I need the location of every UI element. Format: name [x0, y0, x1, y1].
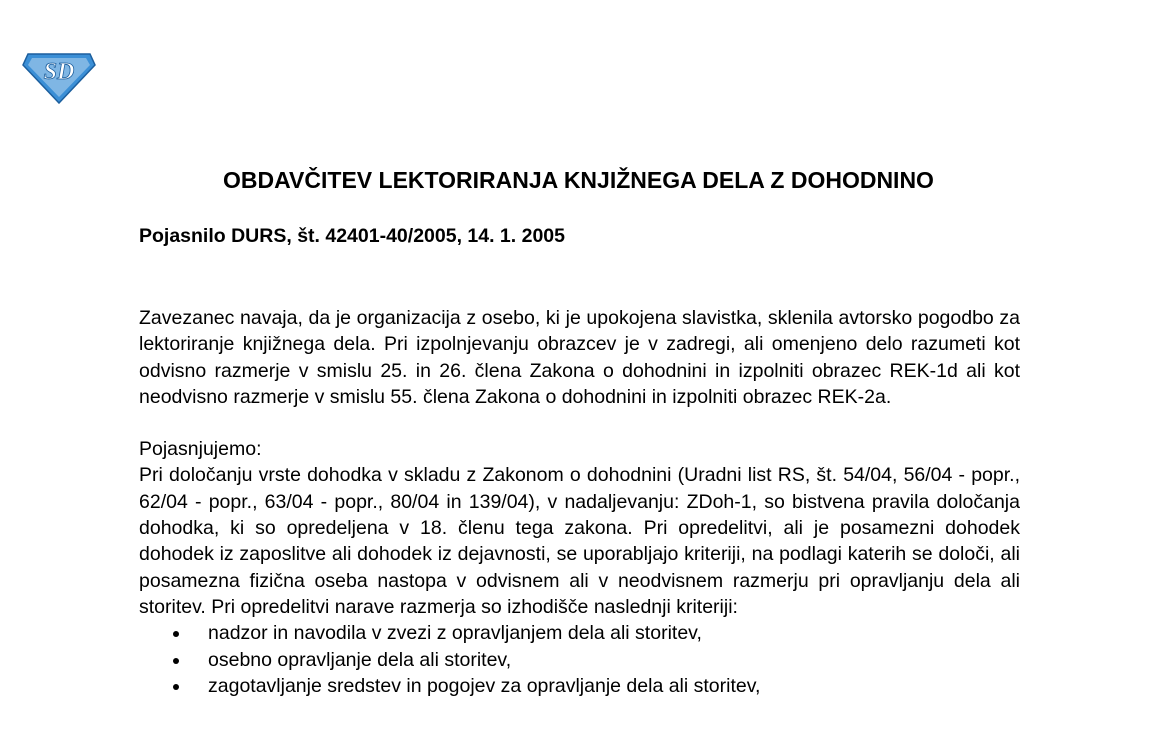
document-subtitle: Pojasnilo DURS, št. 42401-40/2005, 14. 1. 2005: [139, 225, 565, 247]
list-item: [139, 647, 1020, 673]
bullet-icon: [173, 658, 179, 664]
document-title: OBDAVČITEV LEKTORIRANJA KNJIŽNEGA DELA Z DOHODNINO: [223, 167, 934, 193]
paragraph-spacer: [139, 410, 1020, 436]
logo-text: SD: [43, 59, 75, 85]
section-heading: Pojasnjujemo:: [139, 438, 262, 461]
paragraph-explanation: Pri določanju vrste dohodka v skladu z Zakonom o dohodnini (Uradni list RS, št. 54/04, 56/04 - popr., 62/04 - popr., 63/04 - popr., 80/04 in 139/04), v nadaljevanju: ZDoh-1, so bistvena pravila določanja dohodka, ki so opredeljena v 18. členu tega zakona. Pri opredelitvi, ali je posamezni dohodek dohodek iz zaposlitve ali dohodek iz dejavnosti, se uporabljajo kriteriji, na podlagi katerih se določi, ali posamezna fizična oseba nastopa v odvisnem ali v neodvisnem razmerju pri opravljanju dela ali storitev. Pri opredelitvi narave razmerja so izhodišče naslednji kriteriji:: [139, 464, 1020, 618]
list-item-text: nadzor in navodila v zvezi z opravljanjem dela ali storitev,: [208, 622, 702, 645]
bullet-icon: [173, 631, 179, 637]
durs-logo: [22, 48, 96, 104]
list-item: [139, 673, 1020, 699]
criteria-list: [139, 620, 1020, 699]
list-item: [139, 620, 1020, 646]
list-item-text: zagotavljanje sredstev in pogojev za opravljanje dela ali storitev,: [208, 674, 761, 697]
paragraph-intro: Zavezanec navaja, da je organizacija z osebo, ki je upokojena slavistka, sklenila avtorsko pogodbo za lektoriranje knjižnega dela. Pri izpolnjevanju obrazcev je v zadregi, ali omenjeno delo razumeti kot odvisno razmerje v smislu 25. in 26. člena Zakona o dohodnini in izpolniti obrazec REK-1d ali kot neodvisno razmerje v smislu 55. člena Zakona o dohodnini in izpolniti obrazec REK-2a.: [139, 307, 1020, 408]
document-body: [139, 305, 1020, 699]
list-item-text: osebno opravljanje dela ali storitev,: [208, 648, 512, 671]
bullet-icon: [173, 684, 179, 690]
